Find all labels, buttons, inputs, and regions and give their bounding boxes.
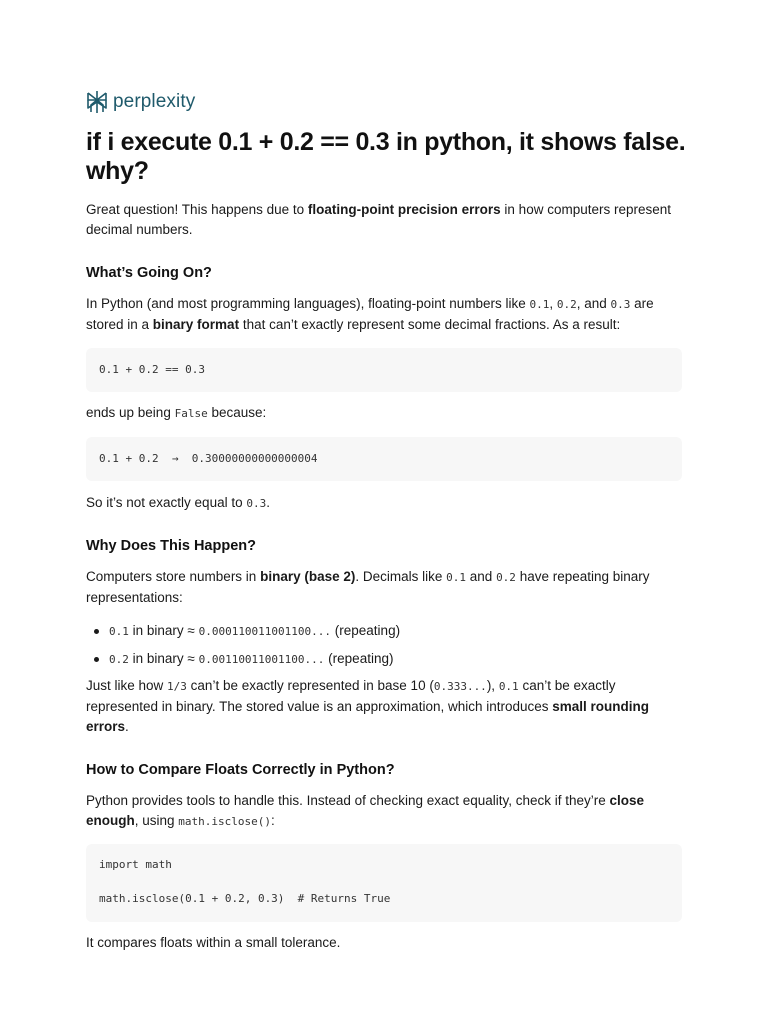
text: In Python (and most programming languages), floating-point numbers like: [86, 296, 530, 311]
text: can’t be exactly represented in binary. The stored value is an approximation, which introduces: [86, 678, 616, 714]
text: can’t be exactly represented in base 10 (: [186, 678, 434, 693]
inline-code: math.isclose(): [178, 815, 271, 828]
text: because:: [207, 405, 267, 420]
inline-code: 0.000110011001100...: [198, 625, 332, 638]
inline-code: 1/3: [167, 680, 187, 693]
section3-paragraph-1: [86, 791, 686, 832]
text: in binary ≈: [128, 651, 199, 666]
emphasis: binary (base 2): [260, 569, 356, 584]
brand-name: perplexity: [113, 91, 196, 112]
perplexity-logo-icon: [86, 90, 108, 114]
text: and: [466, 569, 497, 584]
section1-paragraph-3: [86, 493, 686, 514]
section3-paragraph-2: It compares floats within a small tolerance.: [86, 935, 341, 950]
text: are stored in a: [86, 296, 654, 332]
text: have repeating binary representations:: [86, 569, 650, 605]
inline-code: 0.2: [556, 298, 577, 311]
inline-code: 0.00110011001100...: [198, 653, 325, 666]
code-block-3[interactable]: [86, 844, 682, 922]
text: ends up being: [86, 405, 175, 420]
section-heading-why-does-this-happen: Why Does This Happen?: [86, 538, 256, 554]
text: .: [266, 495, 270, 510]
inline-code: 0.2: [109, 653, 129, 666]
emphasis: close enough: [86, 793, 645, 828]
list-item: [109, 649, 669, 670]
text: ),: [486, 678, 499, 693]
text: (repeating): [331, 623, 401, 638]
code-line: 0.1 + 0.2 → 0.30000000000000004: [99, 452, 318, 465]
text: . Decimals like: [355, 569, 447, 584]
section1-paragraph-2: [86, 403, 686, 424]
bullet-dot: [94, 657, 99, 662]
section-heading-how-to-compare: How to Compare Floats Correctly in Python?: [86, 762, 395, 778]
text: Computers store numbers in: [86, 569, 261, 584]
text: :: [271, 813, 275, 828]
bullet-dot: [94, 629, 99, 634]
code-line: 0.1 + 0.2 == 0.3: [99, 363, 205, 376]
text: that can’t exactly represent some decimal fractions. As a result:: [239, 317, 621, 332]
inline-code: 0.333...: [433, 680, 487, 693]
inline-code: 0.1: [109, 625, 129, 638]
inline-code: 0.1: [498, 680, 519, 693]
inline-code: 0.1: [446, 571, 467, 584]
inline-code: 0.2: [496, 571, 516, 584]
section2-paragraph-2: [86, 676, 686, 737]
text: Just like how: [86, 678, 168, 693]
page-title: if i execute 0.1 + 0.2 == 0.3 in python, it shows false. why?: [86, 128, 686, 185]
section1-paragraph-1: [86, 294, 686, 335]
code-block-2[interactable]: [86, 437, 682, 481]
inline-code: 0.3: [610, 298, 631, 311]
emphasis: floating-point precision errors: [307, 202, 501, 217]
text: .: [125, 719, 129, 734]
section2-paragraph-1: [86, 567, 686, 608]
text: in how computers represent decimal numbers.: [86, 202, 672, 237]
text: ,: [549, 296, 557, 311]
inline-code: 0.1: [529, 298, 550, 311]
code-block-1[interactable]: [86, 348, 682, 392]
code-line: math.isclose(0.1 + 0.2, 0.3) # Returns True: [99, 892, 391, 905]
text: So it’s not exactly equal to: [86, 495, 247, 510]
text: , using: [134, 813, 179, 828]
text: Python provides tools to handle this. Instead of checking exact equality, check if they’re: [86, 793, 610, 808]
intro-paragraph: [86, 200, 686, 240]
text: (repeating): [324, 651, 394, 666]
code-line: import math: [99, 858, 172, 871]
emphasis: binary format: [152, 317, 240, 332]
section-heading-whats-going-on: What’s Going On?: [86, 265, 212, 281]
list-item: [109, 621, 669, 642]
text: Great question! This happens due to: [86, 202, 308, 217]
text: in binary ≈: [128, 623, 199, 638]
inline-code: False: [174, 407, 208, 420]
inline-code: 0.3: [246, 497, 267, 510]
brand-logo[interactable]: [86, 90, 195, 114]
emphasis: small rounding errors: [86, 699, 650, 734]
text: , and: [576, 296, 611, 311]
